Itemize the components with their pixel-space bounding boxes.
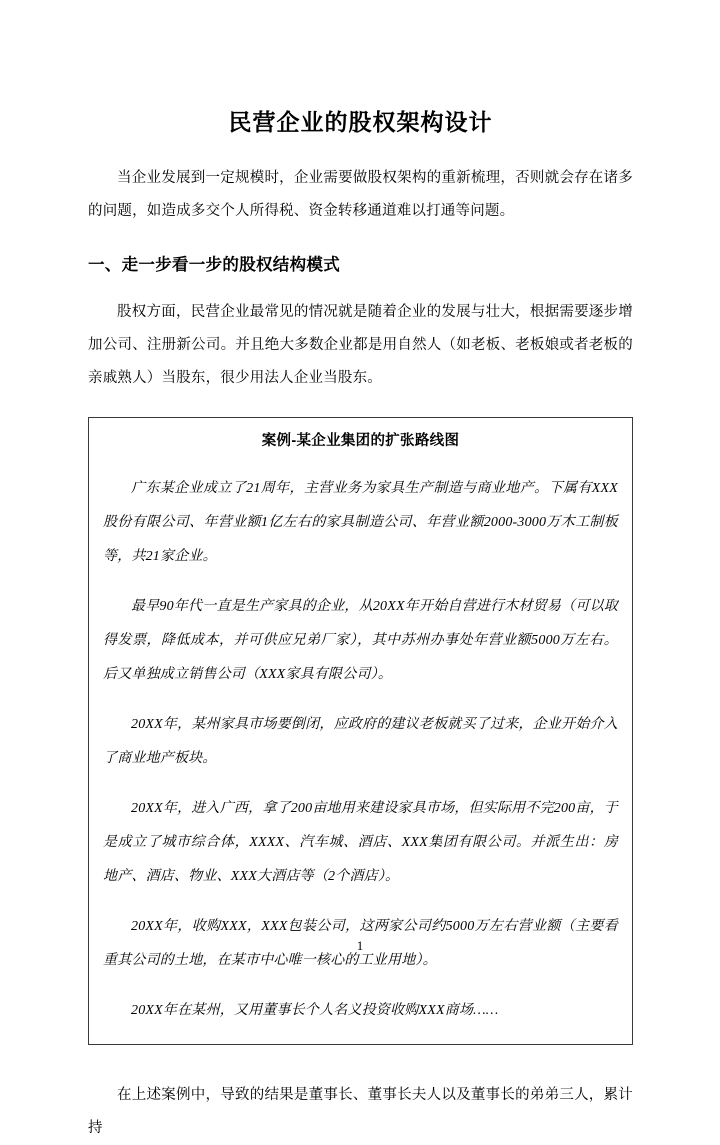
- case-paragraph-1: 广东某企业成立了21周年，主营业务为家具生产制造与商业地产。下属有XXX股份有限公司、年营业额1亿左右的家具制造公司、年营业额2000-3000万木工制板等，共21家企业。: [103, 480, 618, 564]
- closing-paragraph: 在上述案例中，导致的结果是董事长、董事长夫人以及董事长的弟弟三人，累计持: [88, 1086, 633, 1136]
- page-number: 1: [356, 938, 364, 953]
- case-paragraph-5: 20XX年，收购XXX，XXX包装公司，这两家公司约5000万左右营业额（主要看重其公司的土地，在某市中心唯一核心的工业用地）。: [103, 918, 618, 968]
- case-paragraph-3: 20XX年，某州家具市场要倒闭，应政府的建议老板就买了过来，企业开始介入了商业地产板块。: [103, 716, 618, 766]
- intro-paragraph: 当企业发展到一定规模时，企业需要做股权架构的重新梳理，否则就会存在诸多的问题，如造成多交个人所得税、资金转移通道难以打通等问题。: [88, 169, 633, 219]
- case-study-title: 案例-某企业集团的扩张路线图: [261, 432, 460, 449]
- section-heading-one: 一、走一步看一步的股权结构模式: [88, 255, 340, 274]
- case-paragraph-6: 20XX年在某州，又用董事长个人名义投资收购XXX商场……: [131, 1002, 499, 1018]
- case-paragraph-2: 最早90年代一直是生产家具的企业，从20XX年开始自营进行木材贸易（可以取得发票，降低成本，并可供应兄弟厂家），其中苏州办事处年营业额5000万左右。后又单独成立销售公司（XXX家具有限公司）。: [103, 598, 618, 682]
- page-title: 民营企业的股权架构设计: [228, 109, 493, 135]
- case-paragraph-4: 20XX年，进入广西，拿了200亩地用来建设家具市场，但实际用不完200亩，于是成立了城市综合体，XXXX、汽车城、酒店、XXX集团有限公司。并派生出：房地产、酒店、物业、XXX大酒店等（2个酒店）。: [103, 800, 618, 884]
- page-content: [88, 0, 633, 1145]
- section-one-paragraph: 股权方面，民营企业最常见的情况就是随着企业的发展与壮大，根据需要逐步增加公司、注册新公司。并且绝大多数企业都是用自然人（如老板、老板娘或者老板的亲戚熟人）当股东，很少用法人企业当股东。: [88, 303, 633, 386]
